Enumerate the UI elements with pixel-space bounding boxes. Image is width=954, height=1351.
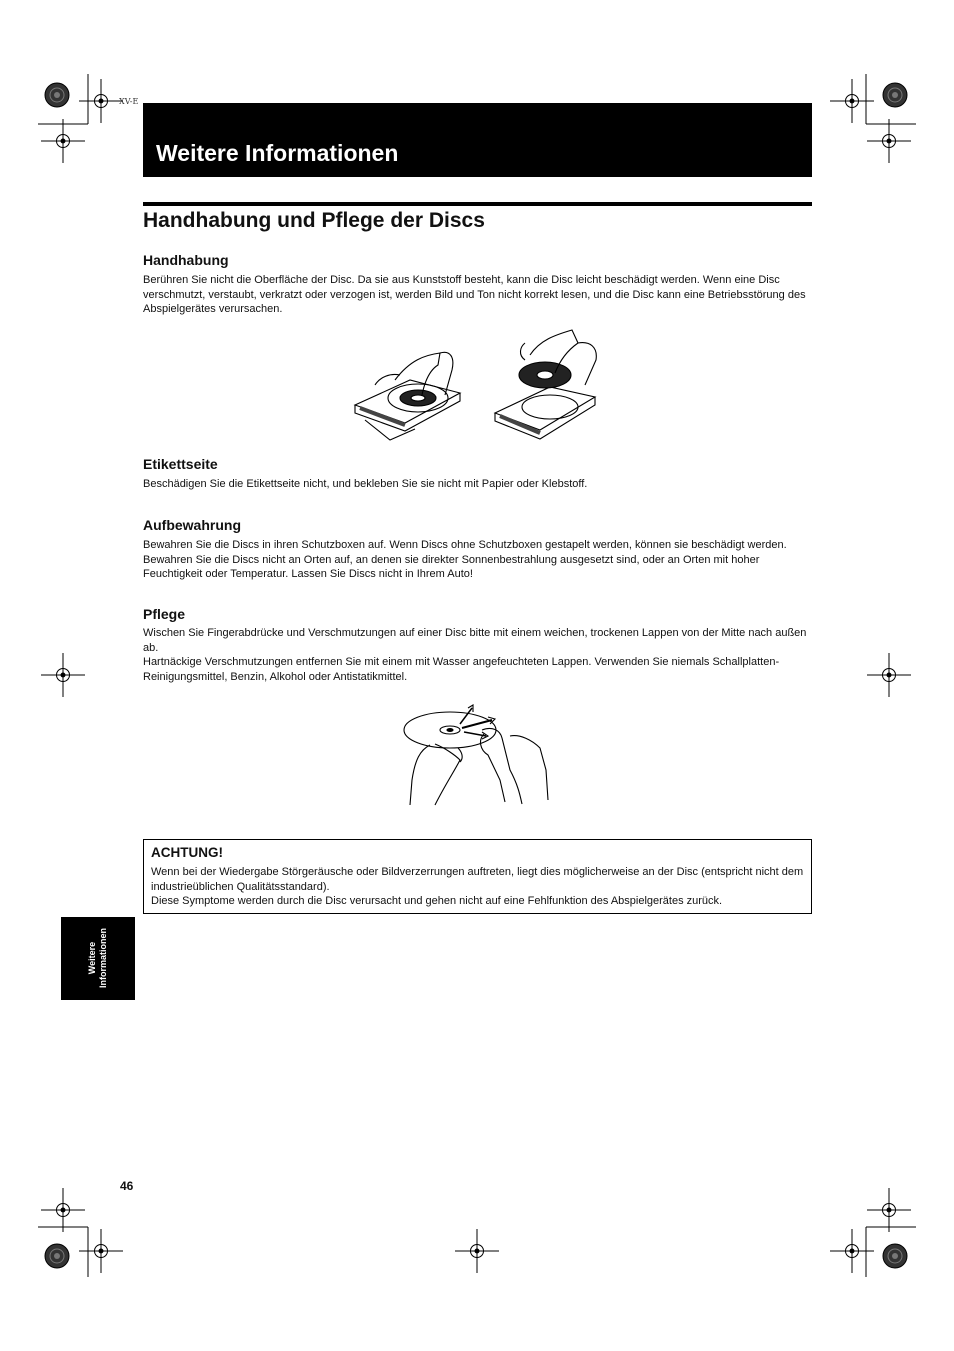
crosshair-icon xyxy=(830,79,874,123)
color-target-icon xyxy=(45,83,69,107)
section-title: Handhabung und Pflege der Discs xyxy=(143,209,485,232)
crosshair-icon xyxy=(79,79,123,123)
file-code: XV-E xyxy=(119,97,139,106)
crosshair-icon xyxy=(867,1188,911,1232)
caution-title: ACHTUNG! xyxy=(151,845,223,860)
section-rule xyxy=(143,202,812,206)
crosshair-icon xyxy=(79,1229,123,1273)
disc-cleaning-illustration xyxy=(400,700,555,810)
text-pflege-2: Hartnäckige Verschmutzungen entfernen Sie mit einem mit Wasser angefeuchteten Lappen. Verwenden Sie niemals Schallplatten-Reinigungsmittel, Benzin, Alkohol oder Antistatikmittel. xyxy=(143,656,780,683)
crosshair-icon xyxy=(867,119,911,163)
text-pflege: Wischen Sie Fingerabdrücke und Verschmutzungen auf einer Disc bitte mit einem weichen, trockenen Lappen von der Mitte nach außen ab. xyxy=(143,627,807,654)
chapter-title: Weitere Informationen xyxy=(156,140,399,166)
caution-box xyxy=(143,839,812,914)
caution-line-1: Wenn bei der Wiedergabe Störgeräusche oder Bildverzerrungen auftreten, liegt dies möglicherweise an der Disc (entspricht nicht dem industrieüblichen Qualitätsstandard). xyxy=(151,866,804,893)
crosshair-icon xyxy=(41,1188,85,1232)
heading-etikettseite: Etikettseite xyxy=(143,456,218,472)
side-tab-label xyxy=(87,928,109,988)
crosshair-icon xyxy=(830,1229,874,1273)
caution-text xyxy=(151,865,807,909)
color-target-icon xyxy=(883,83,907,107)
text-etikettseite: Beschädigen Sie die Etikettseite nicht, und bekleben Sie sie nicht mit Papier oder Klebstoff. xyxy=(143,478,588,490)
crosshair-icon xyxy=(455,1229,499,1273)
heading-pflege: Pflege xyxy=(143,606,186,622)
crosshair-icon xyxy=(867,653,911,697)
chapter-side-tab xyxy=(61,917,135,1000)
disc-handling-illustration xyxy=(350,325,610,443)
caution-line-2: Diese Symptome werden durch die Disc verursacht und gehen nicht auf eine Fehlfunktion des Abspielgerätes zurück. xyxy=(151,895,723,907)
color-target-icon xyxy=(45,1244,69,1268)
side-tab-line-2: Informationen xyxy=(98,928,108,988)
crosshair-icon xyxy=(41,119,85,163)
page-number: 46 xyxy=(120,1179,134,1193)
text-aufbewahrung: Bewahren Sie die Discs in ihren Schutzboxen auf. Wenn Discs ohne Schutzboxen gestapelt werden, können sie beschädigt werden. Bewahren Sie die Discs nicht an Orten auf, an denen sie direkter Sonnenbestrahlung ausgesetzt sind, oder an Orten mit hoher Feuchtigkeit oder Temperatur. Lassen Sie Discs nicht in Ihrem Auto! xyxy=(143,539,787,580)
color-target-icon xyxy=(883,1244,907,1268)
heading-aufbewahrung: Aufbewahrung xyxy=(143,517,241,533)
crosshair-icon xyxy=(41,653,85,697)
side-tab-line-1: Weitere xyxy=(87,941,97,975)
chapter-header xyxy=(143,103,812,177)
heading-handhabung: Handhabung xyxy=(143,252,229,268)
text-handhabung: Berühren Sie nicht die Oberfläche der Disc. Da sie aus Kunststoff besteht, kann die Disc leicht beschädigt werden. Wenn eine Disc verschmutzt, verstaubt, verkratzt oder verzogen ist, werden Bild und Ton nicht korrekt lesen, und die Disc kann eine Betriebsstörung des Abspielgerätes verursachen. xyxy=(143,274,806,315)
